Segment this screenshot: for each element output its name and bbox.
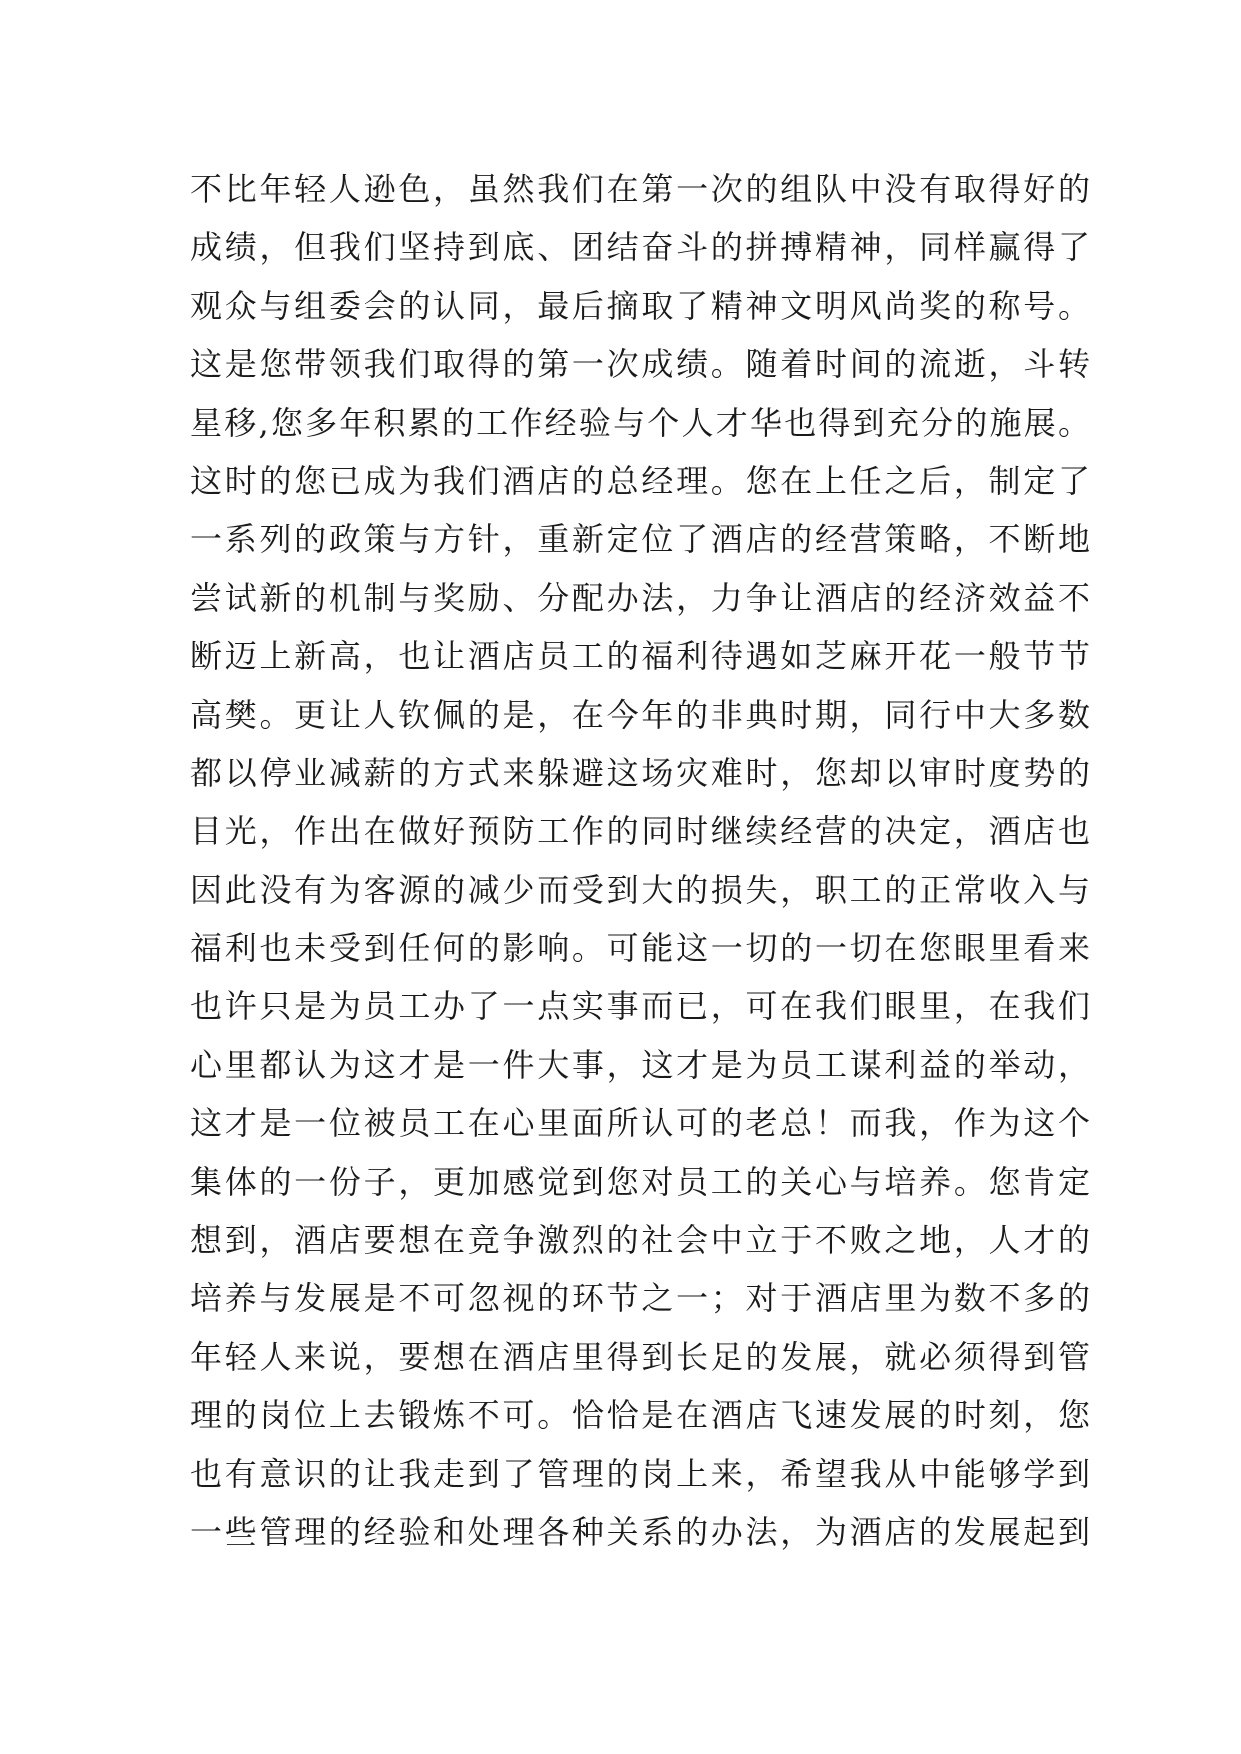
text-line: 高樊。更让人钦佩的是，在今年的非典时期，同行中大多数 [190,695,1090,734]
text-line: 都以停业减薪的方式来躲避这场灾难时，您却以审时度势的 [190,753,1090,792]
text-line: 想到，酒店要想在竞争激烈的社会中立于不败之地，人才的 [190,1221,1090,1260]
text-line: 也有意识的让我走到了管理的岗上来，希望我从中能够学到 [190,1454,1090,1493]
text-line: 理的岗位上去锻炼不可。恰恰是在酒店飞速发展的时刻，您 [190,1396,1090,1435]
text-line: 因此没有为客源的减少而受到大的损失，职工的正常收入与 [190,870,1090,909]
body-text [190,160,1090,1561]
text-line: 这是您带领我们取得的第一次成绩。随着时间的流逝，斗转 [190,345,1090,384]
text-line: 也许只是为员工办了一点实事而已，可在我们眼里，在我们 [190,987,1090,1026]
text-line: 福利也未受到任何的影响。可能这一切的一切在您眼里看来 [190,929,1090,968]
text-line: 尝试新的机制与奖励、分配办法，力争让酒店的经济效益不 [190,578,1090,617]
text-line: 这时的您已成为我们酒店的总经理。您在上任之后，制定了 [190,461,1090,500]
text-line: 培养与发展是不可忽视的环节之一；对于酒店里为数不多的 [190,1279,1090,1318]
text-line: 一系列的政策与方针，重新定位了酒店的经营策略，不断地 [190,520,1090,559]
text-line: 这才是一位被员工在心里面所认可的老总！而我，作为这个 [190,1104,1090,1143]
text-line: 一些管理的经验和处理各种关系的办法，为酒店的发展起到 [190,1512,1090,1551]
text-line: 观众与组委会的认同，最后摘取了精神文明风尚奖的称号。 [190,286,1090,325]
text-line: 年轻人来说，要想在酒店里得到长足的发展，就必须得到管 [190,1337,1090,1376]
text-line: 星移,您多年积累的工作经验与个人才华也得到充分的施展。 [190,403,1090,442]
text-line: 成绩，但我们坚持到底、团结奋斗的拼搏精神，同样赢得了 [190,228,1090,267]
text-line: 心里都认为这才是一件大事，这才是为员工谋利益的举动， [190,1045,1090,1084]
text-line: 目光，作出在做好预防工作的同时继续经营的决定，酒店也 [190,812,1090,851]
text-line: 不比年轻人逊色，虽然我们在第一次的组队中没有取得好的 [190,170,1090,208]
text-line: 集体的一份子，更加感觉到您对员工的关心与培养。您肯定 [190,1162,1090,1201]
text-line: 断迈上新高，也让酒店员工的福利待遇如芝麻开花一般节节 [190,637,1090,676]
